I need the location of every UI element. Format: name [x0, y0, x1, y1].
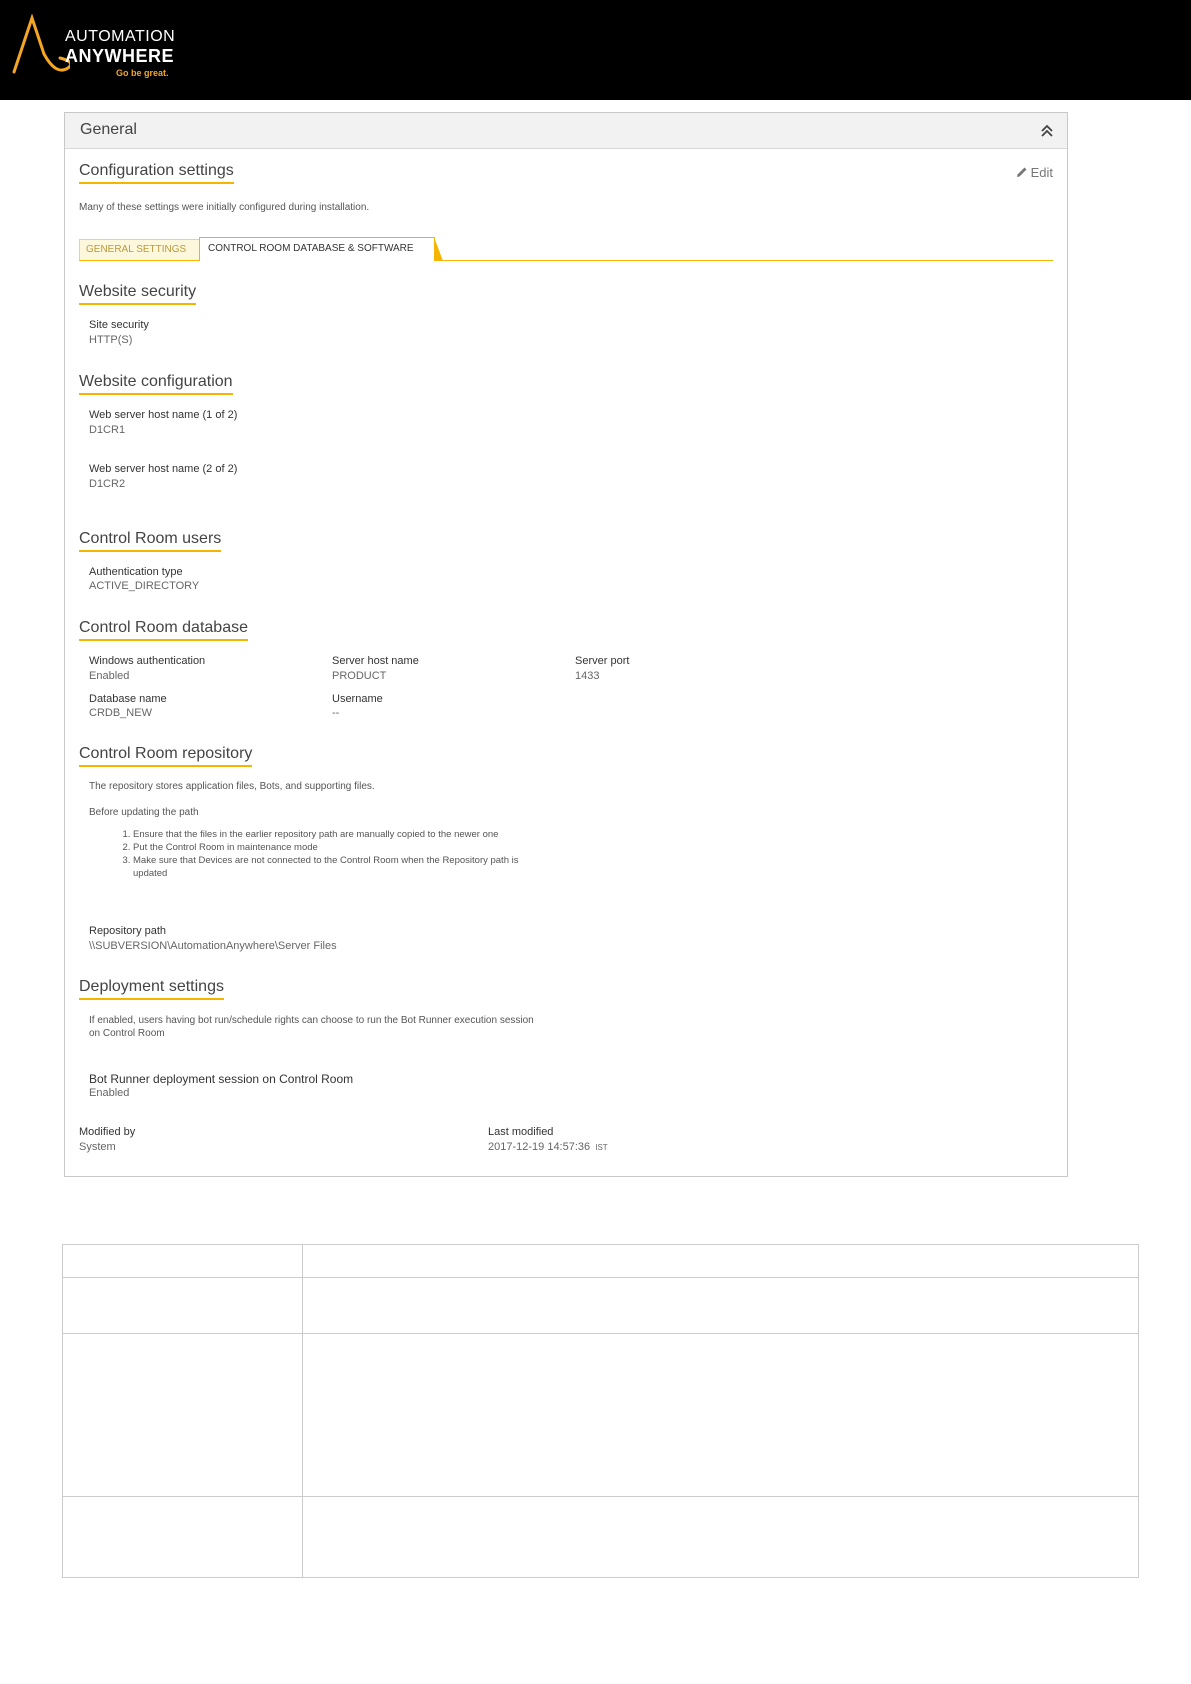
username-value: --	[332, 707, 340, 719]
config-description: Many of these settings were initially configured during installation.	[79, 202, 370, 213]
double-chevron-up-icon[interactable]	[1039, 122, 1055, 138]
auth-type-label: Authentication type	[89, 566, 183, 578]
table-row-divider	[63, 1333, 1138, 1334]
tab-general-settings[interactable]: GENERAL SETTINGS	[79, 239, 205, 260]
timezone-label: IST	[595, 1143, 608, 1152]
modified-by-value: System	[79, 1141, 116, 1153]
edit-button[interactable]	[1016, 165, 1053, 180]
panel-header[interactable]	[65, 113, 1067, 149]
list-item: 1. Ensure that the files in the earlier repository path are manually copied to the newer one	[133, 828, 553, 841]
table-row-divider	[63, 1496, 1138, 1497]
windows-auth-value: Enabled	[89, 670, 130, 682]
database-name-label: Database name	[89, 693, 167, 705]
host2-label: Web server host name (2 of 2)	[89, 463, 238, 475]
pencil-icon	[1016, 166, 1028, 178]
server-port-label: Server port	[575, 655, 630, 667]
tab-control-room-database-software[interactable]: CONTROL ROOM DATABASE & SOFTWARE	[199, 237, 435, 261]
logo-tagline: Go be great.	[116, 68, 169, 78]
site-security-value: HTTP(S)	[89, 334, 133, 346]
top-brand-bar	[0, 0, 1191, 100]
list-item: 2. Put the Control Room in maintenance mode	[133, 841, 553, 854]
username-label: Username	[332, 693, 383, 705]
windows-auth-label: Windows authentication	[89, 655, 206, 667]
bot-runner-session-value: Enabled	[89, 1087, 130, 1099]
site-security-label: Site security	[89, 319, 149, 331]
database-name-value: CRDB_NEW	[89, 707, 152, 719]
logo-text-automation: AUTOMATION	[65, 28, 176, 45]
control-room-users-heading: Control Room users	[79, 529, 221, 552]
settings-tabs	[79, 237, 1053, 261]
host1-label: Web server host name (1 of 2)	[89, 409, 238, 421]
empty-table	[62, 1244, 1139, 1578]
bot-runner-session-label: Bot Runner deployment session on Control Room	[89, 1072, 354, 1086]
host2-value: D1CR2	[89, 478, 126, 490]
repository-description: The repository stores application files, Bots, and supporting files.	[89, 781, 375, 792]
server-host-value: PRODUCT	[332, 670, 387, 682]
panel-title: General	[80, 121, 137, 138]
logo-a-mark-icon	[10, 14, 70, 80]
automation-anywhere-logo[interactable]	[10, 14, 200, 80]
control-room-database-heading: Control Room database	[79, 618, 248, 641]
repository-path-label: Repository path	[89, 925, 167, 937]
modified-by-label: Modified by	[79, 1126, 136, 1138]
last-modified-timestamp: 2017-12-19 14:57:36	[488, 1141, 591, 1153]
website-security-heading: Website security	[79, 282, 196, 305]
server-host-label: Server host name	[332, 655, 419, 667]
host1-value: D1CR1	[89, 424, 126, 436]
last-modified-label: Last modified	[488, 1126, 554, 1138]
control-room-repository-heading: Control Room repository	[79, 744, 252, 767]
deployment-settings-heading: Deployment settings	[79, 977, 224, 1000]
website-configuration-heading: Website configuration	[79, 372, 233, 395]
configuration-settings-heading: Configuration settings	[79, 161, 234, 184]
general-panel	[64, 112, 1068, 1177]
repository-path-value: \\SUBVERSION\AutomationAnywhere\Server Files	[89, 940, 337, 952]
deployment-description: If enabled, users having bot run/schedule rights can choose to run the Bot Runner execution session on Control Room	[89, 1015, 534, 1039]
list-item: 3. Make sure that Devices are not connected to the Control Room when the Repository path is updated	[133, 854, 553, 880]
edit-label: Edit	[1030, 165, 1053, 180]
repository-steps-list	[113, 828, 553, 880]
table-row-divider	[63, 1277, 1138, 1278]
logo-text-anywhere: ANYWHERE	[65, 46, 175, 66]
before-updating-label: Before updating the path	[89, 807, 199, 818]
auth-type-value: ACTIVE_DIRECTORY	[89, 580, 200, 592]
table-column-divider	[302, 1245, 303, 1577]
last-modified-value	[488, 1141, 608, 1153]
server-port-value: 1433	[575, 670, 600, 682]
